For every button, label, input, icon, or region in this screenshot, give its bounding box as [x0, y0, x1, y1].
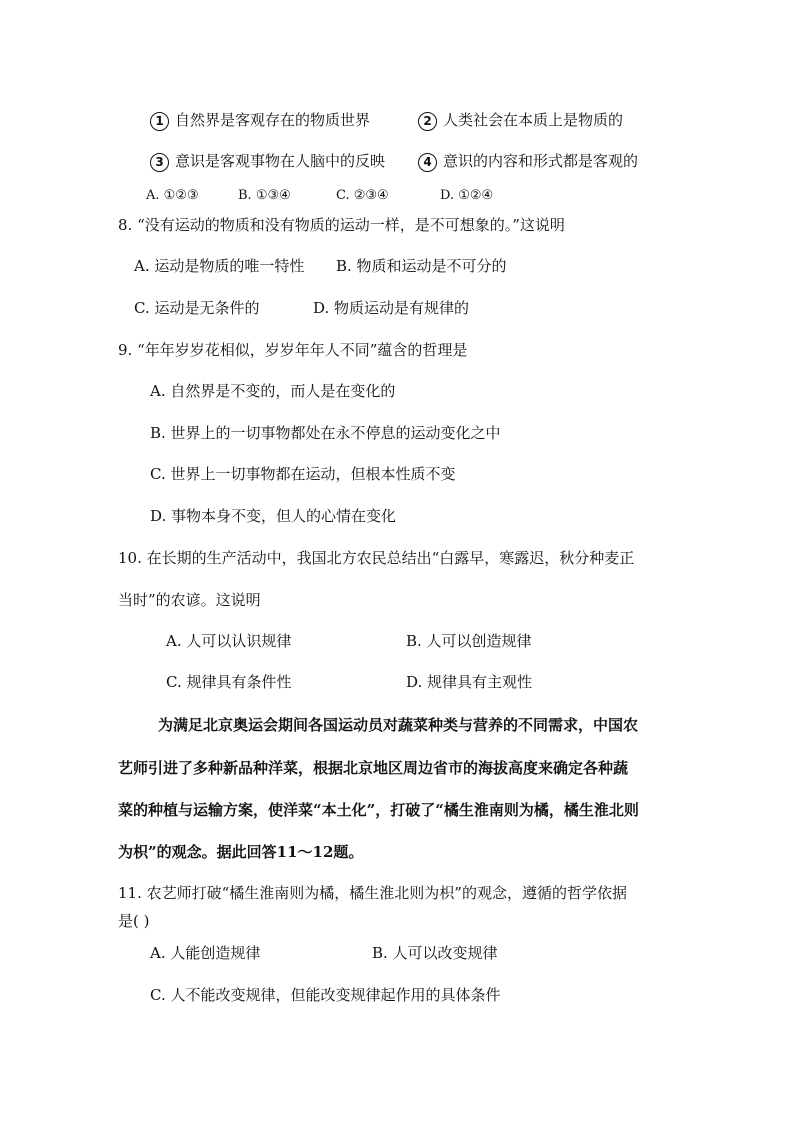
- circled-number-icon: 3: [150, 153, 169, 172]
- q7-option-4: 意识的内容和形式都是客观的: [443, 152, 639, 170]
- q8-option-d: D. 物质运动是有规律的: [313, 299, 470, 317]
- q9-option-c: C. 世界上一切事物都在运动，但根本性质不变: [150, 465, 456, 483]
- q9-option-b: B. 世界上的一切事物都处在永不停息的运动变化之中: [150, 424, 501, 442]
- q7-choice-d: D. ①②④: [440, 188, 494, 203]
- q10-option-b: B. 人可以创造规律: [406, 632, 532, 650]
- q11-option-b: B. 人可以改变规律: [372, 944, 498, 962]
- q8-option-a: A. 运动是物质的唯一特性: [134, 257, 305, 275]
- passage-line-2: 艺师引进了多种新品种洋菜，根据北京地区周边省市的海拔高度来确定各种蔬: [118, 759, 629, 777]
- q10-stem-line-2: 当时”的农谚。这说明: [118, 591, 261, 609]
- q11-stem-line-1: 11. 农艺师打破“橘生淮南则为橘，橘生淮北则为枳”的观念，遵循的哲学依据: [118, 884, 627, 902]
- q7-option-2: 人类社会在本质上是物质的: [443, 111, 624, 129]
- q10-option-a: A. 人可以认识规律: [166, 632, 292, 650]
- q10-stem-line-1: 10. 在长期的生产活动中，我国北方农民总结出“白露早，寒露迟，秋分种麦正: [118, 549, 635, 567]
- q9-stem: 9. “年年岁岁花相似，岁岁年年人不同”蕴含的哲理是: [118, 341, 468, 359]
- q11-stem-line-2: 是( ): [118, 912, 150, 930]
- q7-choice-b: B. ①③④: [238, 188, 291, 203]
- circled-number-icon: 2: [418, 112, 437, 131]
- q10-option-d: D. 规律具有主观性: [406, 673, 533, 691]
- q10-option-c: C. 规律具有条件性: [166, 673, 292, 691]
- q7-option-row-2: [150, 151, 385, 172]
- q7-option-1: 自然界是客观存在的物质世界: [175, 111, 371, 129]
- q7-choice-a: A. ①②③: [146, 188, 199, 203]
- q7-option-row-2b: [418, 151, 638, 172]
- q9-option-d: D. 事物本身不变，但人的心情在变化: [150, 507, 397, 525]
- q7-choice-c: C. ②③④: [336, 188, 389, 203]
- passage-line-4: 为枳”的观念。据此回答11～12题。: [118, 843, 364, 861]
- q7-option-3: 意识是客观事物在人脑中的反映: [175, 152, 386, 170]
- passage-line-3: 菜的种植与运输方案，使洋菜“本土化”，打破了“橘生淮南则为橘，橘生淮北则: [118, 801, 639, 819]
- circled-number-icon: 1: [150, 112, 169, 131]
- passage-line-1: 为满足北京奥运会期间各国运动员对蔬菜种类与营养的不同需求，中国农: [158, 716, 639, 734]
- q8-option-c: C. 运动是无条件的: [134, 299, 260, 317]
- circled-number-icon: 4: [418, 153, 437, 172]
- q9-option-a: A. 自然界是不变的，而人是在变化的: [150, 382, 396, 400]
- q7-option-row-1b: [418, 110, 623, 131]
- q11-option-c: C. 人不能改变规律，但能改变规律起作用的具体条件: [150, 986, 501, 1004]
- q8-option-b: B. 物质和运动是不可分的: [336, 257, 507, 275]
- q11-option-a: A. 人能创造规律: [150, 944, 261, 962]
- q8-stem: 8. “没有运动的物质和没有物质的运动一样，是不可想象的。”这说明: [118, 216, 565, 234]
- q7-option-row-1: [150, 110, 370, 131]
